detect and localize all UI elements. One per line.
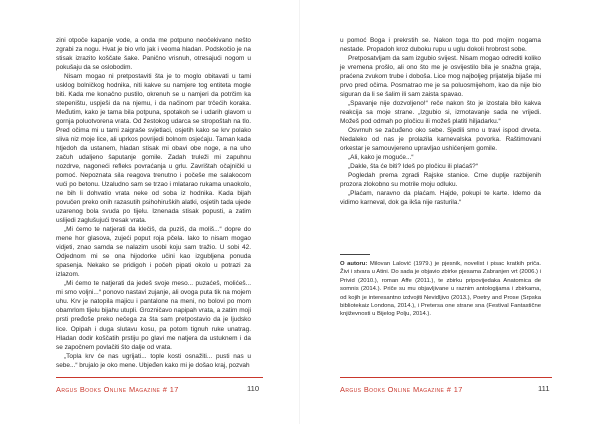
paragraph: Pretposatvljam da sam izgubio svijest. Nisam mogao odrediti koliko je vremena prošlo, ali ono što me je osvijestilo bila je snažna graja, praćena zvukom trube i doboša. Lice mog najboljeg prijatelja bijaše mi prvo pred očima. Posmatrao me je sa poluosmijehom, kao da nije bio siguran da li se šalim ili sam zaista spavao.: [340, 55, 541, 99]
right-page: [300, 0, 600, 424]
paragraph: zini otpoče kapanje vode, a onda me potpuno neočekivano nešto zgrabi za nogu. Hvat je bio vrlo jak i veoma hladan. Podskočio je na stisak izrazito koščate šake. Panično vrisnuh, otresajući nogom u pokušaju da se oslobodim.: [56, 37, 251, 72]
page-number: 110: [247, 384, 260, 393]
paragraph: „Mi ćemo te natjerati da jedeš svoje meso... puzaćeš, molićeš... mi smo voljni...“ ponovo nastavi zujanje, ali ovoga puta tik na mojem uhu. Krv je natopila majicu i pantalone na meni, no bolovi po mom obamrlom tijelu bijahu utupli. Grozničavo napipah vrata, a zatim moji prsti pređoše preko nečega za šta sam pretpostavio da je ljudsko lice. Opipah i duga slutavu kosu, pa potom tignuh ruke unatrag. Hladan dodir koščatih prstiju po glavi me natjera da ustuknem i da se započnem povlačiti što dalje od vrata.: [56, 280, 251, 351]
paragraph: „Plaćam, naravno da plaćam. Hajde, pokupi te karte. Idemo da vidimo karneval, dok ga ikša nije rasturila.“: [340, 190, 541, 207]
author-bio: [340, 260, 541, 319]
paragraph: Osvrnuh se začuđeno oko sebe. Sjedili smo u travi ispod drveta. Nedaleko od nas je prolazila karnevalska povorka. Raštimovani orkestar je samouvjereno upravljao ushićenjem gomile.: [340, 127, 541, 153]
paragraph: „Mi ćemo te natjerati da klečiš, da puziš, da moliš...“ dopre do mene hor glasova, zujeći poput roja pčela. Iako to nisam mogao vidjeti, znao samda se nalazim usobi koju sam tražio. U sobi 42. Odjednom mi se ona hijodorke učini kao izgubljena ponuda spasenja. Nekako se pridigoh i počeh pipati okolo u potrazi za izlazom.: [56, 226, 251, 279]
paragraph: „Topla krv će nas ugrijati... tople kosti osnažiti... pusti nas u sebe...“ brujalo je oko mene. Ubjeđen kako mi je došao kraj, pozvah: [56, 352, 251, 369]
footer-divider: [56, 377, 263, 378]
footer-divider: [340, 377, 552, 378]
bio-text: Milovan Lalović (1979.) je pjesnik, novelist i pisac kratkih priča. Živi i stvara u Atini. Do sada je objavio zbirke pjesama Zabranjen vrt (2006.) i Privid (2010.), roman Affe (2011.), te zbirku pripovijedaka Anatomica de somnis (2014.). Priče su mu objavljivane u raznim antologijama i zbirkama, od kojih je interesantno izdvojiti Nevidljivo (2013.), Poetry and Prose (Srpska bibliotekaiz Londona, 2014.), i Pretersa one strane sna (Festival Fantastične književnosti u Bijelog Polju, 2014.).: [340, 261, 541, 318]
paragraph: „Spavanje nije dozvoljeno!“ reče nakon što je izostala bilo kakva reakcija sa moje strane. „Izgubio si, izmotavanje sada ne vrijedi. Možeš pod odmah po pločicu ili možeš platiti hiljadarku.“: [340, 100, 541, 126]
paragraph: Nisam mogao ni pretpostaviti šta je to moglo obitavati u tami usklog bolničkog hodnika, niti kakve su namjere tog entiteta mogle biti. Kada me konačno pustilo, okrenuh se u namjeri da potrčim ka stepeništu, uspješi da na njemu, i da načinom par trčećih koraka. Međutim, kako je tama bila potpuna, spotakoh se i udarih glavom u gornja poluotvorena vrata. Od žestokog udarca se stropoštah na tlo. Pred očima mi u tami zaigraše svjetlaci, osjetih kako se krv polako sliva niz moje lice, ali uprkos povrijedi bolnom osjećaju. Taman kada htjedoh da ustanem, hladan stisak mi obavi obe noge, a na uho začuh udaljeno šaputanje gomile. Zadah truleži mi zapuhnu nozdrve, nagoneći refleks povraćanja u grlu. Zavrištah očajnički u pomoć. Nepoznata sila reagova trenutno i počeše me salakocom vući po betonu. Uzaludno sam se trzao i mlatarao rukama unaokolo, ne bih li dohvatio vrata neke od soba iz hodnika. Kada bijah povučen preko onih razasutih psihohiruških alatki, osjetih tada ujede uzarenog bola svuda po tijelu. Iznenada stisak popusti, a zatim uslijedi zaglušujući tresak vrata.: [56, 73, 251, 225]
paragraph: Pogledah prema zgradi Rajske stanice. Crne duplje razbijenih prozora zlokobno su motrile moju odluku.: [340, 172, 541, 189]
paragraph: „Dakle, šta će biti? Ideš po pločicu ili plaćaš?“: [348, 163, 478, 171]
footer-title: Argus Books Online Magazine # 17: [56, 385, 179, 394]
bio-label: O autoru:: [340, 261, 368, 267]
bio-divider: [340, 254, 370, 255]
left-page-text: [56, 36, 251, 370]
right-page-text: [340, 36, 541, 207]
page-number: 111: [538, 384, 550, 393]
footer-title: Argus Books Online Magazine # 17: [340, 385, 463, 394]
paragraph: „Ali, kako je moguće...“: [348, 154, 414, 162]
paragraph: u pomoć Boga i prekrstih se. Nakon toga tto pod mojim nogama nestade. Propadoh kroz duboku rupu u uglu dokoli hrobrost sobe.: [340, 37, 541, 54]
